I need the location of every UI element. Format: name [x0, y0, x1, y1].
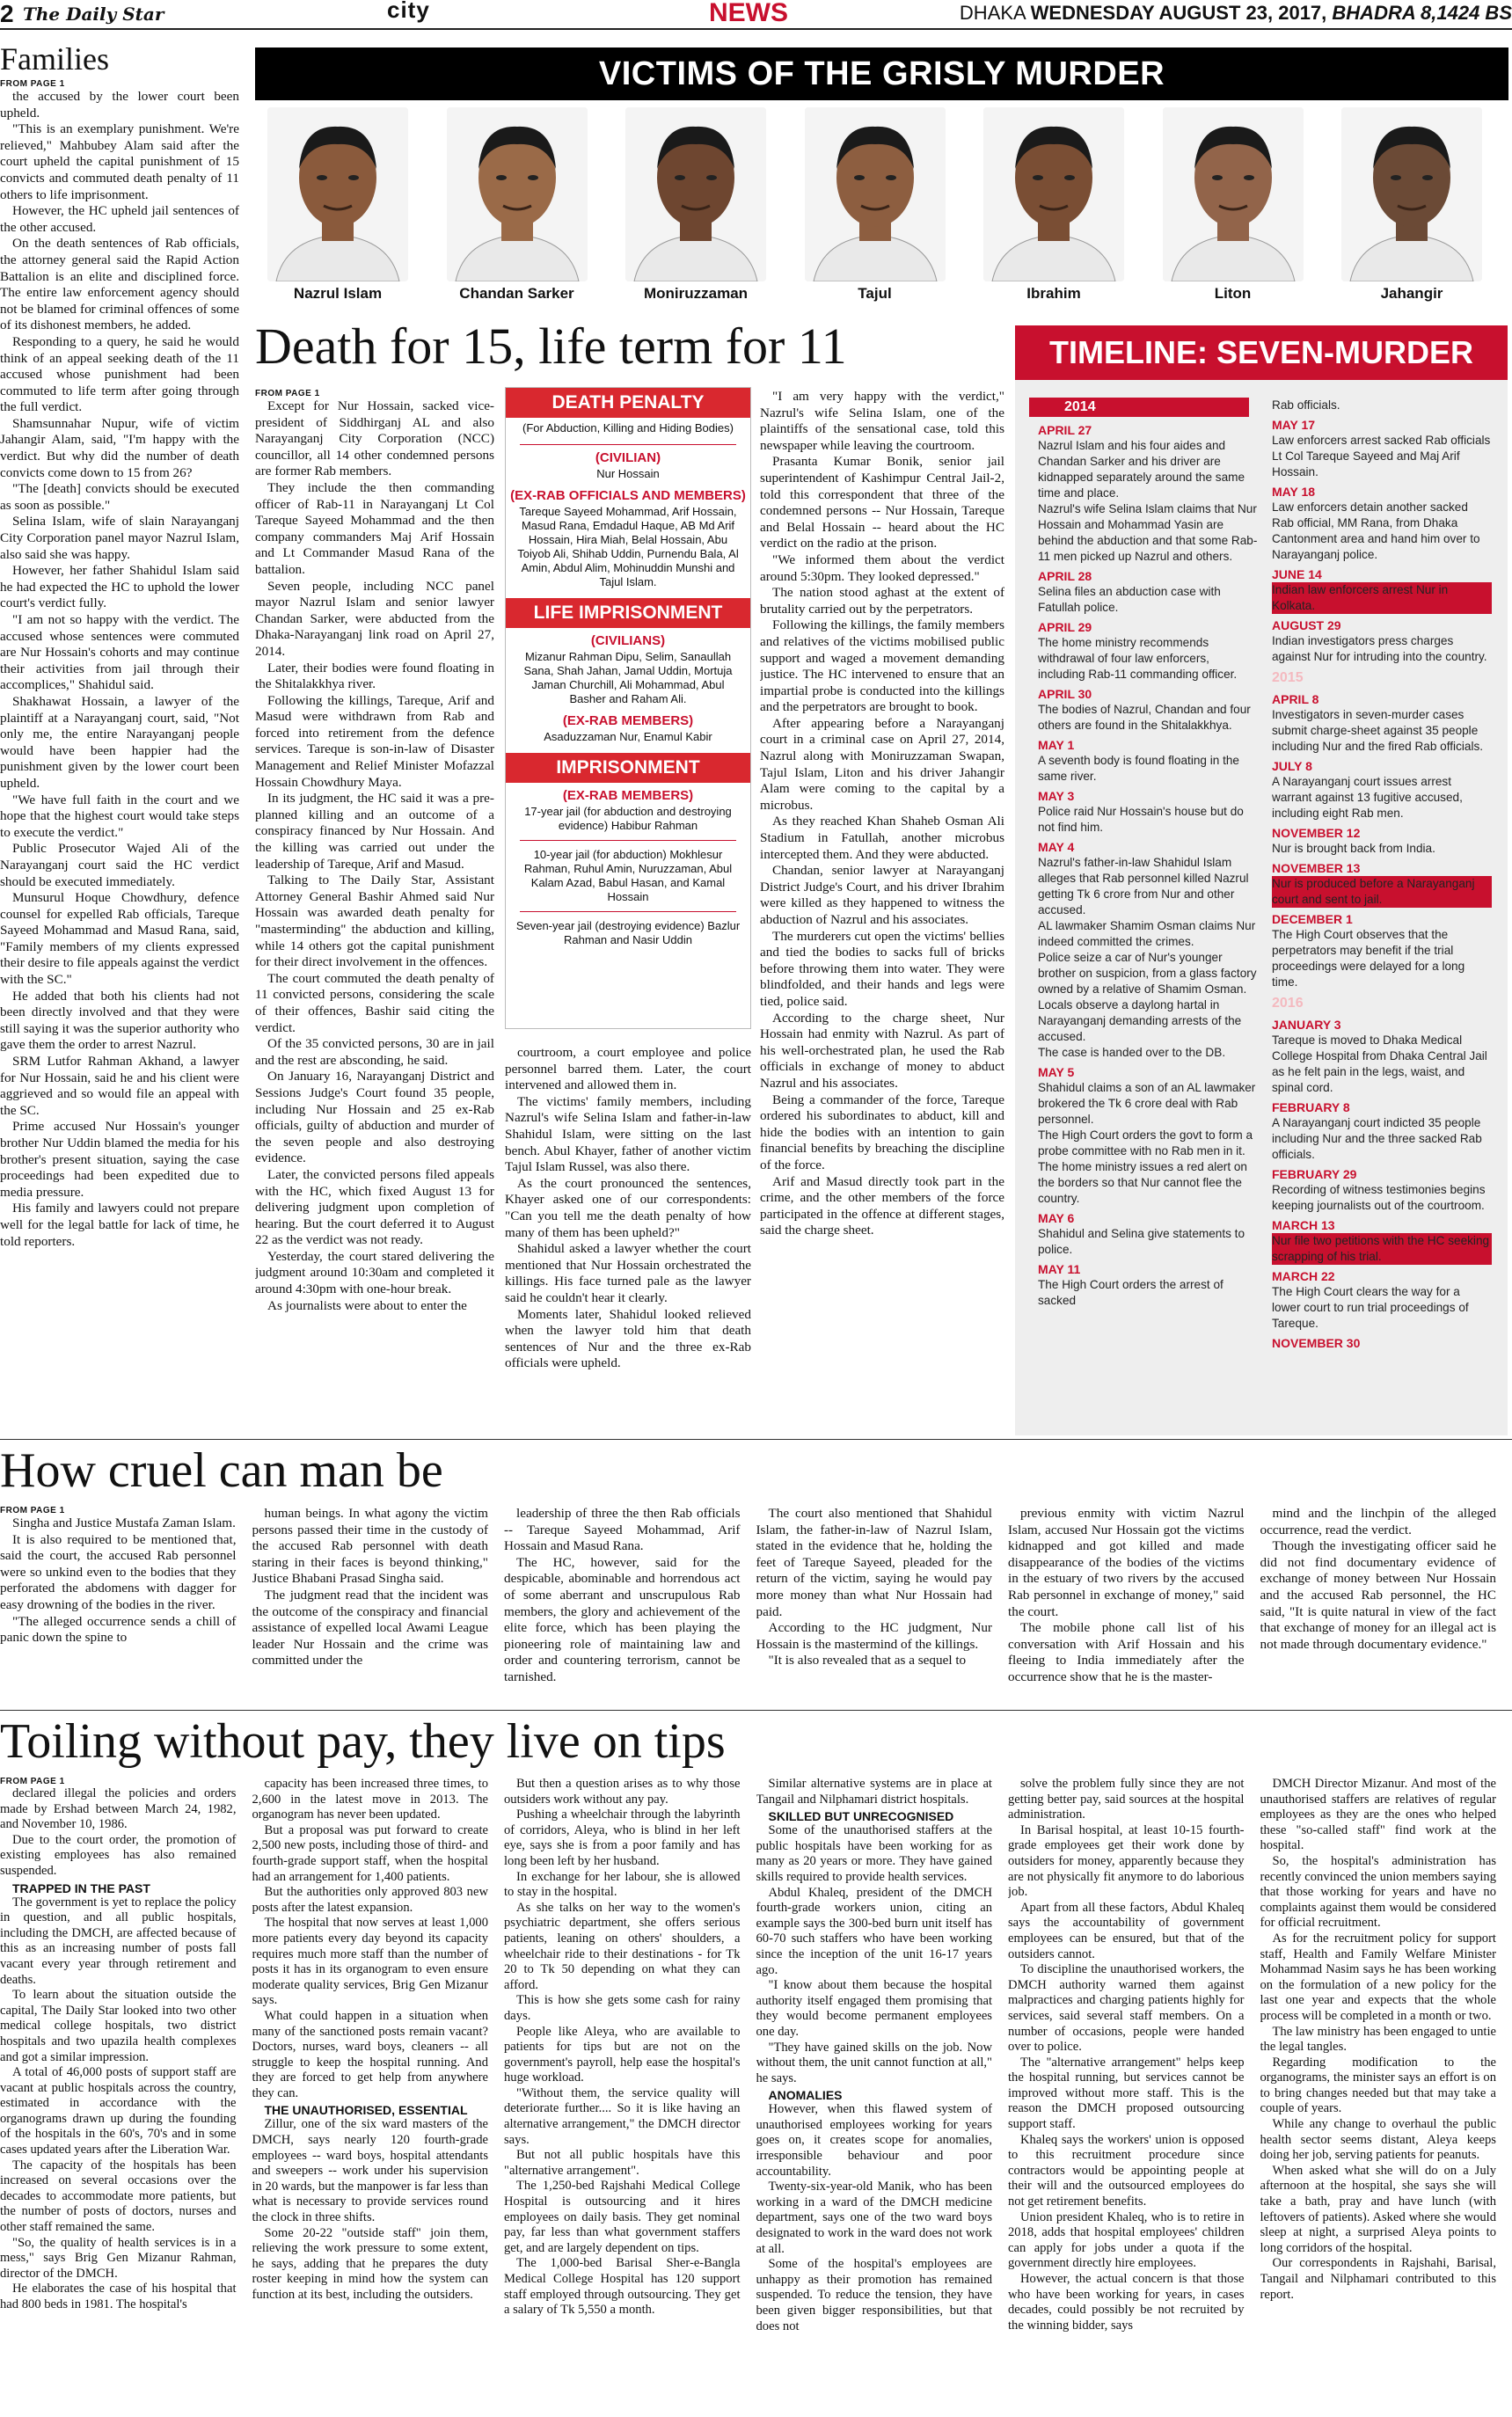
paragraph: human beings. In what agony the victim persons passed their time in the custody of the accused Rab personnel with death staring in their faces is beyond thinking," Justice Bhabani Prasad Singha said.	[252, 1506, 488, 1587]
cruel-column	[756, 1506, 993, 1706]
paragraph: Abdul Khaleq, president of the DMCH fourth-grade workers union, citing an example says the 300-bed burn unit itself has 60-70 such staffers who have been working since the inception of the unit 16-17 years ago.	[756, 1885, 992, 1977]
paragraph: "The alleged occurrence sends a chill of panic down the spine to	[0, 1613, 237, 1646]
exrab-label: (EX-RAB MEMBERS)	[562, 713, 694, 728]
toiling-column	[0, 1777, 237, 2415]
paragraph: leadership of three the then Rab officials -- Tareque Sayeed Mohammad, Arif Hossain and Masud Rana.	[504, 1506, 741, 1554]
paragraph: Prasanta Kumar Bonik, senior jail superintendent of Kashimpur Central Jail-2, told this correspondent that three of the condemned persons -- Nur Hossain, Tareque and Belal Hossain -- heard about the HC verdict on the radio at the prison.	[760, 454, 1004, 551]
victim-name: Moniruzzaman	[643, 285, 749, 302]
paragraph: A total of 46,000 posts of support staff are vacant at public hospitals across the country, estimated in accordance with the organograms drawn up during the founding of the hospitals in the 60's, 70's and in some cases updated years after the Liberation War.	[0, 2065, 237, 2158]
paragraph: People like Aleya, who are available to patients for tips but are not on the government's payroll, help ease the hospital's huge workload.	[504, 2024, 741, 2085]
paragraph: capacity has been increased three times, to 2,600 in the latest move in 2013. The organogram has never been updated.	[252, 1777, 488, 1822]
paragraph: As the court pronounced the sentences, Khayer asked one of our correspondents: "Can you tell me the death penalty of how many of them has been upheld?"	[505, 1175, 751, 1240]
victims-photos	[255, 104, 1508, 310]
paragraph: Later, their bodies were found floating in the Shitalakkhya river.	[255, 660, 494, 692]
paragraph: The 1,000-bed Barisal Sher-e-Bangla Medical College Hospital has 120 support staff employed through outsourcing. They get a salary of Tk 5,550 a month.	[504, 2256, 741, 2318]
timeline-date: FEBRUARY 29	[1272, 1167, 1357, 1181]
timeline-date: NOVEMBER 12	[1272, 826, 1361, 840]
cruel-column	[1008, 1506, 1245, 1706]
timeline-entry: Rab officials.	[1272, 398, 1340, 412]
paragraph: As she talks on her way to the women's psychiatric department, she offers serious patients, leaning on others' shoulders, a wheelchair ride to their destinations - for Tk 20 to Tk 50 depending on what they can afford.	[504, 1900, 741, 1992]
death-article-col3	[760, 389, 1004, 1435]
portrait-photo	[625, 107, 766, 281]
paragraph: Singha and Justice Mustafa Zaman Islam.	[12, 1515, 236, 1530]
victim-portrait	[793, 104, 958, 310]
toiling-column	[756, 1777, 993, 2415]
death-article-col1	[255, 389, 494, 1435]
paragraph: Talking to The Daily Star, Assistant Attorney General Bashir Ahmed said Nur Hossain was awarded death penalty for "masterminding" the abduction and killing, while 14 others got the capital punishment for their direct involvement in the offences.	[255, 873, 494, 970]
paragraph: "I am not so happy with the verdict. The accused whose sentences were commuted are Nur Hossain's cohorts and may continue their activities from jail through their accomplices," Shahidul said.	[0, 612, 239, 693]
paragraph: Due to the court order, the promotion of existing employees has also remained suspended.	[0, 1832, 237, 1878]
paragraph: declared illegal the policies and orders made by Ershad between March 24, 1982, and November 10, 1986.	[0, 1786, 237, 1832]
paragraph: mind and the linchpin of the alleged occurrence, read the verdict.	[1260, 1506, 1496, 1537]
timeline-year: 2015	[1272, 670, 1304, 685]
timeline-entry: Selina files an abduction case with Fatullah police.	[1038, 585, 1221, 614]
victim-name: Ibrahim	[1026, 285, 1081, 302]
paragraph: The government is yet to replace the policy in question, and all public hospitals, including the DMCH, are affected because of this as an increasing number of posts fall vacant every year through retirement and deaths.	[0, 1895, 237, 1987]
paragraph: In its judgment, the HC said it was a pre-planned killing and an outcome of a conspiracy financed by Nur Hossain. And the killing was carried out under the leadership of Tareque, Arif and Masud.	[255, 791, 494, 872]
section-name: city	[387, 0, 430, 23]
paragraph: But then a question arises as to why those outsiders work without any pay.	[504, 1777, 741, 1807]
timeline-date: NOVEMBER 13	[1272, 861, 1361, 875]
imprisonment-10yr: 10-year jail (for abduction) Mokhlesur Rahman, Ruhul Amin, Nuruzzaman, Abul Kalam Azad, Babul Hasan, and Kamal Hossain	[523, 848, 733, 903]
paragraph: Some of the hospital's employees are unhappy as their promotion has remained suspended. To reduce the tension, they have been given bigger responsibilities, but that does not	[756, 2257, 992, 2333]
paragraph: The court also mentioned that Shahidul Islam, the father-in-law of Nazrul Islam, stated in the evidence that he, holding the feet of Tareque Sayeed, pleaded for the return of the victim, saying he would pay more money than what Nur Hossain had paid.	[756, 1506, 992, 1619]
victim-name: Liton	[1214, 285, 1252, 302]
timeline-entry: Shahidul and Selina give statements to police.	[1038, 1227, 1245, 1256]
timeline-date: JULY 8	[1272, 759, 1312, 773]
toiling-column	[1260, 1777, 1497, 2415]
paragraph: solve the problem fully since they are not getting better pay, said sources at the hospital administration.	[1008, 1777, 1245, 1822]
toiling-column	[252, 1777, 489, 2415]
timeline-date: MAY 6	[1038, 1211, 1075, 1225]
portrait-photo	[447, 107, 588, 281]
paragraph: Union president Khaleq, who is to retire in 2018, adds that hospital employees' children can apply for jobs under a quota if the government directly hire employees.	[1008, 2209, 1245, 2271]
victim-portrait	[255, 104, 420, 310]
timeline-entry: Nur file two petitions with the HC seeking scrapping of his trial.	[1272, 1233, 1492, 1265]
paragraph: Khaleq says the workers' union is opposed to this recruitment procedure since contractors would be appointing people at their will and the outsourced employees do not get retirement benefits.	[1008, 2132, 1245, 2209]
paragraph: The 1,250-bed Rajshahi Medical College Hospital is outsourcing and it hires employees on daily basis. They get nominal pay, far less than what government staffers get, and are largely dependent on tips.	[504, 2179, 741, 2255]
paragraph: As for the recruitment policy for support staff, Health and Family Welfare Minister Mohammad Nasim says he has been working on the formulation of a new policy for the last one year and expects that the whole process will be completed in a month or two.	[1260, 1931, 1496, 2023]
timeline-entry: Nazrul's father-in-law Shahidul Islam alleges that Rab personnel killed Nazrul getting Tk 6 crore from Nur and other accused.	[1038, 856, 1249, 916]
paragraph: Though the investigating officer said he did not find documentary evidence of exchange of money between Nur Hossain and the accused Rab personnel, the HC said, "It is quite natural in view of the fact that exchange of money for an illegal act is not made through documentary evidence."	[1260, 1538, 1496, 1652]
paragraph: The "alternative arrangement" helps keep the hospital running, but services cannot be improved without more staff. This is the reason the DMCH proposed outsourcing support staff.	[1008, 2055, 1245, 2132]
victim-name: Nazrul Islam	[293, 285, 383, 302]
victim-portrait	[1329, 104, 1494, 310]
cruel-column	[1260, 1506, 1497, 1706]
paragraph: "We have full faith in the court and we hope that the highest court would take steps to execute the verdict."	[0, 792, 239, 840]
paragraph: His family and lawyers could not prepare well for the legal battle for lack of time, he told reporters.	[0, 1201, 239, 1249]
timeline-entry: Law enforcers arrest sacked Rab officials Lt Col Tareque Sayeed and Maj Arif Hossain.	[1272, 434, 1491, 478]
portrait-photo	[1163, 107, 1304, 281]
timeline-entry: A Narayanganj court indicted 35 people including Nur and the three sacked Rab officials.	[1272, 1116, 1482, 1161]
timeline-date: DECEMBER 1	[1272, 912, 1353, 926]
paragraph: Following the killings, the family members and relatives of the victims mobilised public support and waged a movement demanding justice. The HC intervened to ensure that an impartial probe is conducted into the killings and the perpetrators are brought to book.	[760, 617, 1004, 715]
paragraph: The nation stood aghast at the extent of brutality carried out by the perpetrators.	[760, 585, 1004, 617]
verdict-box	[505, 387, 751, 1029]
timeline-entry: Indian investigators press charges against Nur for intruding into the country.	[1272, 634, 1487, 663]
life-imprisonment-heading: LIFE IMPRISONMENT	[506, 598, 750, 628]
paragraph: According to the HC judgment, Nur Hossain is the mastermind of the killings.	[756, 1620, 992, 1652]
timeline-date: MAY 5	[1038, 1065, 1075, 1079]
timeline-date: MAY 17	[1272, 418, 1316, 432]
timeline-entry: Law enforcers detain another sacked Rab official, MM Rana, from Dhaka Cantonment area and hand him over to Narayanganj police.	[1272, 500, 1480, 561]
paragraph: The law ministry has been engaged to untie the legal tangles.	[1260, 2024, 1496, 2055]
paragraph: Our correspondents in Rajshahi, Barisal, Tangail and Nilphamari contributed to this report.	[1260, 2256, 1496, 2302]
paragraph: The hospital that now serves at least 1,000 more patients every day beyond its capacity requires much more staff than the number of posts it has in its organogram to even ensure moderate quality services, Brig Gen Mizanur says.	[252, 1916, 488, 2008]
news-label: NEWS	[709, 0, 788, 27]
timeline-date: FEBRUARY 8	[1272, 1100, 1350, 1114]
paragraph: "It is also revealed that as a sequel to	[768, 1653, 967, 1669]
paragraph: To discipline the unauthorised workers, the DMCH authority warned them against malpractices and charging patients highly for services, said several staff members. On a number of occasions, people were handed over to police.	[1008, 1962, 1245, 2055]
kicker: FROM PAGE 1	[255, 389, 320, 398]
paragraph: Except for Nur Hossain, sacked vice-president of Siddhirganj AL and also Narayanganj City Corporation (NCC) councillor, all 14 other condemned persons are former Rab members.	[255, 398, 494, 479]
death-article-col2	[505, 1045, 751, 1435]
timeline-date: APRIL 28	[1038, 569, 1092, 583]
paragraph: Apart from all these factors, Abdul Khaleq says the accountability of government employees can be ensured, but that of the outsiders cannot.	[1008, 1900, 1245, 1961]
timeline-col1	[1038, 398, 1258, 1309]
paragraph: But a proposal was put forward to create 2,500 new posts, including those of third- and fourth-grade support staff, when the hospital had an arrangement for 1,400 patients.	[252, 1822, 488, 1884]
paragraph: It is also required to be mentioned that, said the court, the accused Rab personnel were so unkind even to the bodies that they perforated the abdomens with dagger for easy drowning of the bodies in the river.	[0, 1531, 237, 1612]
civilian-label: (CIVILIAN)	[595, 450, 661, 465]
paragraph: Arif and Masud directly took part in the crime, and the other members of the force participated in the offence at different stages, said the charge sheet.	[760, 1173, 1004, 1238]
toiling-column	[1008, 1777, 1245, 2415]
paragraph: "This is an exemplary punishment. We're relieved," Mahbubey Alam said after the court upheld the capital punishment of 15 convicts and commuted death penalty of 11 others to life imprisonment.	[0, 121, 239, 202]
paragraph: "They have gained skills on the job. Now without them, the unit cannot function at all," he says.	[756, 2040, 992, 2085]
kicker: FROM PAGE 1	[0, 79, 65, 89]
paragraph: Public Prosecutor Wajed Ali of the Narayanganj court said the HC verdict should be executed immediately.	[0, 841, 239, 889]
paragraph: The HC, however, said for the despicable, abominable and horrendous act of some aberrant and unscrupulous Rab members, the glory and achievement of the elite force, which has been playing the pioneering role of maintaining law and order and countering terrorism, cannot be tarnished.	[504, 1554, 741, 1684]
victim-name: Jahangir	[1380, 285, 1443, 302]
timeline-entry: The High Court clears the way for a lower court to run trial proceedings of Tareque.	[1272, 1285, 1469, 1330]
section-rule	[0, 1439, 1512, 1440]
portrait-photo	[1341, 107, 1482, 281]
timeline-entry: The home ministry recommends withdrawal of four law enforcers, including Rab-11 commanding officer.	[1038, 636, 1238, 681]
victim-name: Chandan Sarker	[459, 285, 574, 302]
cruel-column	[504, 1506, 741, 1706]
cruel-column	[0, 1506, 237, 1706]
timeline-entry: The High Court observes that the perpetrators may benefit if the trial proceedings were delayed for a long time.	[1272, 928, 1465, 989]
paragraph: However, the actual concern is that those who have been working for years, in cases decades, could possibly be not recruited by the winning bidder, says	[1008, 2272, 1245, 2333]
toiling-headline: Toiling without pay, they live on tips	[0, 1714, 726, 1769]
timeline-entry: Nur is brought back from India.	[1272, 842, 1435, 855]
exrab-names: Tareque Sayeed Mohammad, Arif Hossain, Masud Rana, Emdadul Haque, AB Md Arif Hossain, Hira Miah, Belal Hossain, Abu Toiyob Ali, Shihab Uddin, Purnendu Bala, Al Amin, Abdul Alim, Mohinuddin Munshi and Tajul Islam.	[517, 505, 739, 588]
imprisonment-17yr: 17-year jail (for abduction and destroying evidence) Habibur Rahman	[524, 805, 732, 832]
timeline-date: APRIL 8	[1272, 692, 1319, 706]
toiling-column	[504, 1777, 741, 2415]
civilians-label: (CIVILIANS)	[590, 633, 666, 648]
exrab-label: (EX-RAB OFFICIALS AND MEMBERS)	[510, 488, 746, 503]
paragraph: "I know about them because the hospital authority itself engaged them promising that they would become permanent employees one day.	[756, 1978, 992, 2039]
divider	[520, 444, 736, 445]
paragraph: Twenty-six-year-old Manik, who has been working in a ward of the DMCH medicine department, says one of the two ward boys designated to work in the ward does not work at all.	[756, 2180, 992, 2256]
timeline-entry: Locals observe a daylong hartal in Narayanganj demanding arrests of the accused.	[1038, 998, 1242, 1043]
exrab-names: Asaduzzaman Nur, Enamul Kabir	[544, 730, 712, 743]
timeline-date: MAY 4	[1038, 840, 1075, 854]
paragraph: While any change to overhaul the public health sector seems distant, Aleya keeps doing her job, serving patients for peanuts.	[1260, 2117, 1496, 2163]
paragraph: "We informed them about the verdict around 5:30pm. They looked depressed."	[760, 551, 1004, 584]
paragraph: Munsurul Hoque Chowdhury, defence counsel for expelled Rab officials, Tareque Sayeed Mohammad and Masud Rana, said, "Family members of my clients expressed their desire to file appeals against the verdict with the SC."	[0, 890, 239, 988]
paragraph: Shahidul asked a lawyer whether the court mentioned that Nur Hossain orchestrated the killings. His face turned pale as the lawyer said he couldn't hear it clearly.	[505, 1241, 751, 1305]
paragraph: Some of the unauthorised staffers at the public hospitals have been working for as many as 20 years or more. They have gained skills required to provide health services.	[756, 1823, 992, 1884]
paper-name: The Daily Star	[23, 4, 164, 25]
timeline-date: JANUARY 3	[1272, 1018, 1341, 1032]
civilians-names: Mizanur Rahman Dipu, Selim, Sanaullah Sana, Shah Jahan, Jamal Uddin, Mortuja Jaman Churchill, Ali Mohammad, Abul Basher and Raham Ali.	[523, 650, 733, 705]
paragraph: "So, the quality of health services is in a mess," says Brig Gen Mizanur Rahman, director of the DMCH.	[0, 2235, 237, 2281]
paragraph: Pushing a wheelchair through the labyrinth of corridors, Aleya, who is blind in her left eye, says she is from a poor family and has long been left by her husband.	[504, 1807, 741, 1868]
timeline-date: APRIL 30	[1038, 687, 1092, 701]
imprisonment-heading: IMPRISONMENT	[506, 753, 750, 783]
death-penalty-heading: DEATH PENALTY	[506, 388, 750, 418]
timeline-entry: Police raid Nur Hossain's house but do not find him.	[1038, 805, 1244, 834]
paragraph: However, her father Shahidul Islam said he had expected the HC to uphold the lower court's verdict fully.	[0, 563, 239, 611]
timeline-entry: AL lawmaker Shamim Osman claims Nur indeed committed the crimes.	[1038, 919, 1256, 948]
timeline-col2	[1272, 398, 1492, 1351]
timeline-date: MAY 3	[1038, 789, 1075, 803]
portrait-photo	[805, 107, 946, 281]
paragraph: Some 20-22 "outside staff" join them, relieving the work pressure to some extent, he says, adding that he prepares the duty roster keeping in mind how the system can function at its best, including the outsiders.	[252, 2225, 488, 2302]
paragraph: They include the then commanding officer of Rab-11 in Narayanganj Lt Col Tareque Sayeed Mohammad and the then company commanders Maj Arif Hossain and Lt Commander Masud Rana of the battalion.	[255, 479, 494, 577]
paragraph: Prime accused Nur Hossain's younger brother Nur Uddin blamed the media for his brother's present situation, saying the case proceedings had been expedited due to media pressure.	[0, 1119, 239, 1200]
timeline-date: MAY 18	[1272, 485, 1316, 499]
paragraph: previous enmity with victim Nazrul Islam, accused Nur Hossain got the victims kidnapped and got killed and made disappearance of the bodies of the victims in the estuary of two rivers by the accused Rab personnel in exchange of money," said the court.	[1008, 1506, 1245, 1619]
paragraph: The capacity of the hospitals has been increased on several occasions over the decades to accommodate more patients, but the number of posts of doctors, nurses and other staff remained the same.	[0, 2158, 237, 2235]
timeline-entry: The home ministry issues a red alert on the borders so that Nur cannot flee the country.	[1038, 1160, 1247, 1205]
paragraph: Of the 35 convicted persons, 30 are in jail and the rest are absconding, he said.	[255, 1036, 494, 1068]
victim-name: Tajul	[858, 285, 892, 302]
timeline-entry: Tareque is moved to Dhaka Medical College Hospital from Dhaka Central Jail as he felt pain in the legs, waist, and spinal cord.	[1272, 1033, 1487, 1094]
timeline-year-2014: 2014	[1029, 398, 1249, 417]
paragraph: "The [death] convicts should be executed as soon as possible."	[0, 481, 239, 513]
paragraph: Similar alternative systems are in place at Tangail and Nilphamari district hospitals.	[756, 1777, 992, 1807]
divider	[520, 840, 736, 841]
paragraph: So, the hospital's administration has recently convinced the union members saying that those working for years and have no complaints against them would be considered for official recruitment.	[1260, 1853, 1496, 1931]
paragraph: The victims' family members, including Nazrul's wife Selina Islam and father-in-law Shahidul Islam, were sitting on the last bench. Abul Khayer, father of another victim Tajul Islam Russel, was also there.	[505, 1093, 751, 1175]
paragraph: After appearing before a Narayanganj court in a criminal case on April 27, 2014, Nazrul along with Moniruzzaman Swapan, Tajul Islam, Liton and his driver Jahangir Alam were coming to the capital by a microbus.	[760, 715, 1004, 813]
paragraph: Responding to a query, he said he would think of an appeal seeking death of the 11 accused whose punishment had been commuted to life term after going through the full verdict.	[0, 333, 239, 415]
paragraph: He added that both his clients had not been directly involved and that they were still saying it was the superior authority who gave them the order to arrest Nazrul.	[0, 988, 239, 1053]
imprisonment-7yr: Seven-year jail (destroying evidence) Bazlur Rahman and Nasir Uddin	[515, 919, 741, 946]
paragraph: SRM Lutfor Rahman Akhand, a lawyer for Nur Hossain, said he and his client were aggrieved and so would file an appeal with the SC.	[0, 1054, 239, 1118]
timeline-entry: Shahidul claims a son of an AL lawmaker brokered the Tk 6 crore deal with Rab personnel.	[1038, 1081, 1256, 1126]
paragraph: The judgment read that the incident was the outcome of the conspiracy and financial assistance of expelled local Awami League leader Nur Hossain and the crime was committed under the	[252, 1587, 488, 1669]
paragraph: Shamsunnahar Nupur, wife of victim Jahangir Alam, said, "I'm happy with the verdict. But why did the number of death convicts come down to 15 from 26?	[0, 415, 239, 480]
victims-banner: VICTIMS OF THE GRISLY MURDER	[255, 47, 1508, 100]
paragraph: To learn about the situation outside the capital, The Daily Star looked into two other medical college hospitals, two district hospitals and two upazila health complexes and got a similar impression.	[0, 1988, 237, 2064]
victim-portrait	[971, 104, 1136, 310]
page-number: 2	[0, 0, 14, 27]
paragraph: Later, the convicted persons filed appeals with the HC, which fixed August 13 for delivering judgment upon completion of hearing. But the court deferred it to August 22 as the verdict was not ready.	[255, 1166, 494, 1248]
subhead: TRAPPED IN THE PAST	[12, 1880, 150, 1895]
paragraph: In exchange for her labour, she is allowed to stay in the hospital.	[504, 1869, 741, 1900]
paragraph: According to the charge sheet, Nur Hossain had enmity with Nazrul. As part of his well-orchestrated plan, he used the Rab officials in exchange of money to abduct Nazrul and his associates.	[760, 1010, 1004, 1091]
paragraph: This is how she gets some cash for rainy days.	[504, 1993, 741, 2023]
timeline-entry: The case is handed over to the DB.	[1038, 1046, 1226, 1059]
timeline-date: NOVEMBER 30	[1272, 1336, 1361, 1350]
paragraph: Chandan, senior lawyer at Narayanganj District Judge's Court, and his driver Ibrahim were killed as they happened to witness the abduction of Nazrul and his associates.	[760, 863, 1004, 927]
timeline-entry: A Narayanganj court issues arrest warrant against 13 fugitive accused, including eight Rab men.	[1272, 775, 1463, 820]
timeline-entry: Investigators in seven-murder cases submit charge-sheet against 35 people including Nur and the fired Rab officials.	[1272, 708, 1484, 753]
timeline-entry: Indian law enforcers arrest Nur in Kolkata.	[1272, 582, 1492, 614]
timeline-entry: Nazrul Islam and his four aides and Chandan Sarker and his driver are kidnapped separately around the same time and place.	[1038, 439, 1245, 500]
timeline-date: MARCH 22	[1272, 1269, 1335, 1283]
paragraph: However, the HC upheld jail sentences of the other accused.	[0, 203, 239, 235]
victim-portrait	[1150, 104, 1316, 310]
paragraph: When asked what she will do on a July afternoon at the hospital, she says she will take a bath, pray and have lunch (with leftovers of patients). Asked where she would sleep at night, a surprised Aleya points to long corridors of the hospital.	[1260, 2163, 1496, 2255]
paragraph: Zillur, one of the six ward masters of the DMCH, says nearly 120 fourth-grade employees -- ward boys, hospital attendants and sweepers -- work under his supervision in 20 wards, but the manpower is far less than what is necessary to provide services round the clock in three shifts.	[252, 2117, 488, 2225]
paragraph: Moments later, Shahidul looked relieved when the lawyer told him that death sentences of Nur and the three ex-Rab officials were upheld.	[505, 1306, 751, 1371]
paragraph: DMCH Director Mizanur. And most of the unauthorised staffers are relatives of regular employees as they are the ones who helped these "so-called staff" find work at the hospital.	[1260, 1777, 1496, 1853]
families-article	[0, 79, 239, 1434]
divider	[520, 911, 736, 912]
timeline-entry: Recording of witness testimonies begins keeping journalists out of the courtroom.	[1272, 1183, 1486, 1212]
paragraph: The mobile phone call list of his conversation with Arif Hossain and his fleeing to India immediately after the occurrence show that he is the master-	[1008, 1620, 1245, 1684]
paragraph: What could happen in a situation when many of the sanctioned posts remain vacant? Doctors, nurses, ward boys, cleaners -- all struggle to keep the hospital running. And they are forced to get help from anywhere they can.	[252, 2008, 488, 2100]
paragraph: "Without them, the service quality will deteriorate further.... So it is like having an alternative arrangement," the DMCH director says.	[504, 2085, 741, 2147]
civilian-name: Nur Hossain	[596, 467, 660, 480]
timeline-entry: A seventh body is found floating in the same river.	[1038, 754, 1239, 783]
timeline-date: APRIL 27	[1038, 423, 1092, 437]
paragraph: Following the killings, Tareque, Arif and Masud were withdrawn from Rab and forced into retirement from the defence services. Tareque is son-in-law of Disaster Management and Relief Minister Mofazzal Hossain Chowdhury Maya.	[255, 692, 494, 790]
paragraph: Seven people, including NCC panel mayor Nazrul Islam and senior lawyer Chandan Sarker, were abducted from the Dhaka-Narayanganj link road on April 27, 2014.	[255, 578, 494, 659]
timeline-entry: The High Court orders the arrest of sacked	[1038, 1278, 1223, 1307]
paragraph: In Barisal hospital, at least 10-15 fourth-grade employees get their work done by outsiders for money, apparently because they are not physically fit anymore to do laborious job.	[1008, 1822, 1245, 1900]
timeline-date: MAY 11	[1038, 1262, 1081, 1276]
timeline-heading: TIMELINE: SEVEN-MURDER	[1015, 325, 1508, 380]
paragraph: Shakhawat Hossain, a lawyer of the plaintiff at a Narayanganj court, said, "Not only me, the entire Narayanganj people would have been happier had the punishment given by the lower court been upheld.	[0, 693, 239, 791]
paragraph: But the authorities only approved 803 new posts after the latest expansion.	[252, 1885, 488, 1915]
timeline-entry: The High Court orders the govt to form a probe committee with no Rab men in it.	[1038, 1128, 1253, 1157]
exrab-label: (EX-RAB MEMBERS)	[562, 788, 694, 803]
paragraph: Being a commander of the force, Tareque ordered his subordinates to abduct, kill and hide the bodies with an intention to gain financial benefits by breaching the discipline of the force.	[760, 1092, 1004, 1172]
paragraph: On the death sentences of Rab officials, the attorney general said the Rapid Action Battalion is an elite and disciplined force. The entire law enforcement agency should not be blamed for criminal offences of some of its dishonest members, he added.	[0, 236, 239, 333]
section-rule	[0, 1710, 1512, 1711]
paragraph: courtroom, a court employee and police personnel barred them. Later, the court intervened and allowed them in.	[505, 1045, 751, 1093]
cruel-column	[252, 1506, 489, 1706]
paragraph: "I am very happy with the verdict," Nazrul's wife Selina Islam, one of the plaintiffs of the sensational case, told this newspaper while leaving the courtroom.	[760, 389, 1004, 453]
timeline-date: JUNE 14	[1272, 567, 1322, 581]
timeline-box	[1015, 380, 1508, 1435]
subhead: THE UNAUTHORISED, ESSENTIAL	[264, 2103, 468, 2118]
timeline-date: MAY 1	[1038, 738, 1075, 752]
paragraph: As journalists were about to enter the	[267, 1297, 467, 1313]
families-headline: Families	[0, 41, 109, 77]
portrait-photo	[267, 107, 408, 281]
timeline-date: AUGUST 29	[1272, 618, 1341, 632]
timeline-year: 2016	[1272, 996, 1304, 1011]
masthead	[0, 0, 1512, 30]
paragraph: The court commuted the death penalty of 11 convicted persons, considering the scale of their offences, Bashir said citing the verdict.	[255, 970, 494, 1035]
paragraph: As they reached Khan Shaheb Osman Ali Stadium in Fatullah, another microbus intercepted them. And they were abducted.	[760, 814, 1004, 862]
timeline-entry: Nazrul's wife Selina Islam claims that Nur Hossain and Mohammad Yasin are behind the abduction and that some Rab-11 men picked up Nazrul and others.	[1038, 502, 1258, 563]
kicker: FROM PAGE 1	[0, 1777, 65, 1786]
paragraph: Yesterday, the court stared delivering the judgment around 10:30am and completed it around 4:30pm with one-hour break.	[255, 1248, 494, 1297]
victim-portrait	[613, 104, 778, 310]
paragraph: On January 16, Narayanganj District and Sessions Judge's Court found 35 people, including Nur Hossain and 25 ex-Rab officials, guilty of abduction and murder of the seven people and also destroying evidence.	[255, 1069, 494, 1166]
paragraph: the accused by the lower court been upheld.	[0, 89, 239, 120]
timeline-entry: Police seize a car of Nur's younger brother on suspicion, from a glass factory owned by a relative of Shamim Osman.	[1038, 951, 1257, 996]
timeline-entry: The bodies of Nazrul, Chandan and four others are found in the Shitalakkhya.	[1038, 703, 1251, 732]
paragraph: But not all public hospitals have this "alternative arrangement".	[504, 2148, 741, 2178]
portrait-photo	[983, 107, 1124, 281]
death-headline: Death for 15, life term for 11	[255, 318, 847, 375]
paragraph: He elaborates the case of his hospital that had 800 beds in 1981. The hospital's	[0, 2282, 237, 2311]
victim-portrait	[435, 104, 600, 310]
subhead: SKILLED BUT UNRECOGNISED	[768, 1809, 954, 1824]
paragraph: Regarding modification to the organograms, the minister says an effort is on to bring changes needed but that may take a couple of years.	[1260, 2055, 1496, 2116]
timeline-date: MARCH 13	[1272, 1218, 1335, 1232]
dateline: DHAKA WEDNESDAY AUGUST 23, 2017, BHADRA 8,1424 BS	[959, 2, 1512, 24]
paragraph: Selina Islam, wife of slain Narayanganj City Corporation panel mayor Nazrul Islam, also said she was happy.	[0, 514, 239, 562]
paragraph: The murderers cut open the victims' bellies and tied the bodies to sacks full of bricks before throwing them into water. They were blindfolded, and their hands and legs were tied, police said.	[760, 928, 1004, 1009]
paragraph: However, when this flawed system of unauthorised employees working for years goes on, it creates scope for anomalies, irresponsible behaviour and poor accountability.	[756, 2102, 992, 2179]
subhead: ANOMALIES	[768, 2088, 843, 2103]
kicker: FROM PAGE 1	[0, 1506, 65, 1515]
death-penalty-sub: (For Abduction, Killing and Hiding Bodies)	[522, 421, 734, 434]
timeline-entry: Nur is produced before a Narayanganj court and sent to jail.	[1272, 876, 1492, 908]
timeline-date: APRIL 29	[1038, 620, 1092, 634]
cruel-headline: How cruel can man be	[0, 1443, 443, 1498]
